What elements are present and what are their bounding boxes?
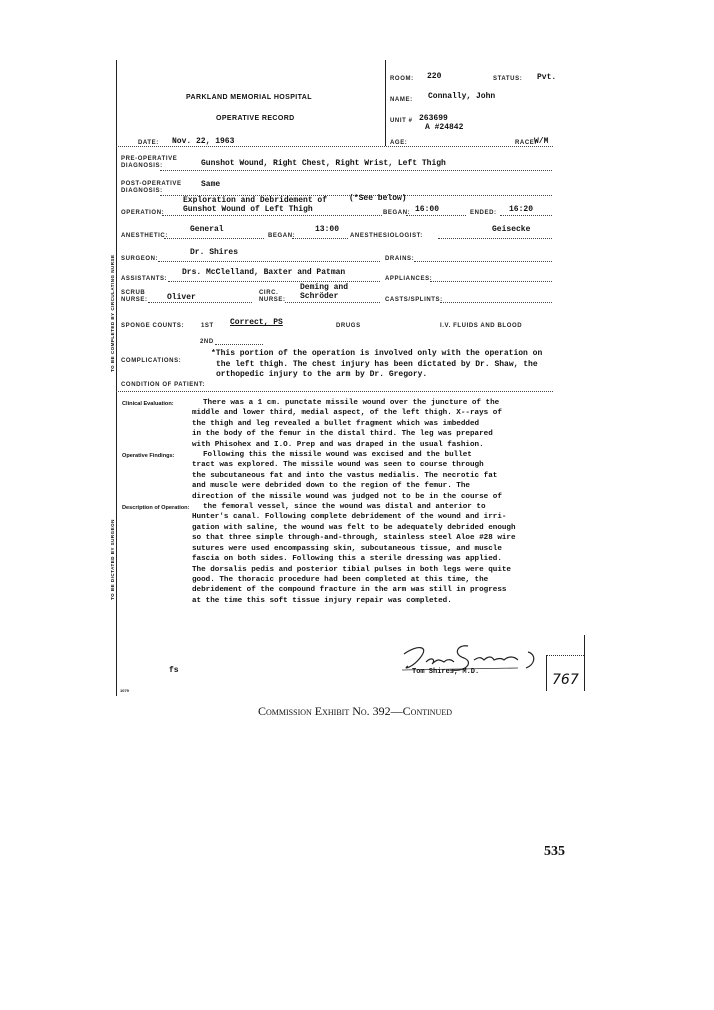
record-type: OPERATIVE RECORD (216, 115, 295, 122)
preop-label-2: DIAGNOSIS: (121, 163, 163, 169)
clinical-evaluation-label: Clinical Evaluation: (122, 401, 174, 407)
anesthesiologist-line (438, 238, 552, 239)
unit-value: 263699 (419, 114, 448, 123)
unit-label: UNIT # (390, 118, 413, 124)
number-box-left (546, 655, 547, 691)
circ-label-2: NURSE: (259, 297, 286, 303)
report-line: middle and lower third, medial aspect, of the left thigh. X--rays of (192, 409, 502, 418)
anesthesiologist-label: ANESTHESIOLOGIST: (350, 233, 423, 239)
surgeon-side-label: TO BE DICTATED BY SURGEON (110, 519, 115, 600)
appliances-line (430, 281, 552, 282)
typist-initials: fs (169, 666, 179, 675)
operation-line (162, 215, 382, 216)
report-line: gation with saline, the wound was felt to be adequately debrided enough (192, 523, 516, 532)
scrub-value: Oliver (167, 293, 196, 302)
operation-value-1: Exploration and Debridement of (183, 196, 328, 205)
handwritten-number: 767 (552, 672, 579, 688)
page-number: 535 (544, 844, 565, 859)
anesthetic-began-value: 13:00 (315, 225, 340, 234)
complications-line: orthopedic injury to the arm by Dr. Gregory. (216, 370, 428, 379)
report-line: so that three simple through-and-through, stainless steel Aloe #28 wire (192, 534, 516, 543)
report-line: The dorsalis pedis and posterior tibial pulses in both legs were quite (192, 565, 511, 574)
report-line: and muscle were debrided down to the region of the femur. The (192, 482, 470, 491)
circ-value-1: Deming and (300, 283, 349, 292)
header-divider (385, 60, 386, 146)
report-line: There was a 1 cm. punctate missile wound over the juncture of the (203, 399, 500, 407)
began-value: 16:00 (415, 205, 440, 214)
began-line (406, 215, 466, 216)
report-line: tract was explored. The missile wound was seen to course through (192, 461, 484, 470)
circ-value-2: Schröder (300, 292, 339, 301)
report-line: sutures were used encompassing skin, subcutaneous tissue, and muscle (192, 544, 502, 553)
signer-name: Tom Shires, M.D. (412, 668, 480, 676)
drains-label: DRAINS: (385, 256, 415, 262)
circ-label: CIRC. (259, 290, 279, 296)
second-count-label: 2ND (200, 339, 214, 345)
postop-label: POST-OPERATIVE (121, 181, 182, 187)
report-line: the subcutaneous fat and into the vastus medialis. The necrotic fat (192, 471, 498, 480)
complications-label: COMPLICATIONS: (121, 358, 182, 364)
section-rule (116, 391, 553, 392)
sponge-label: SPONGE COUNTS: (121, 323, 185, 329)
left-border (116, 60, 117, 696)
casts-line (440, 302, 552, 303)
report-line: in the body of the femur in the distal third. The leg was prepared (192, 430, 493, 439)
ended-line (500, 215, 552, 216)
unit-value-2: A #24842 (425, 123, 464, 132)
report-line: direction of the missile wound was judged not to be in the course of (192, 492, 502, 501)
number-box-top (546, 655, 584, 656)
anesthetic-began-label: BEGAN: (268, 233, 296, 239)
room-value: 220 (427, 72, 442, 81)
ended-value: 16:20 (509, 205, 534, 214)
room-label: ROOM: (390, 76, 414, 82)
exhibit-caption: Commission Exhibit No. 392—Continued (258, 704, 452, 718)
status-value: Pvt. (537, 73, 557, 82)
surgeon-value: Dr. Shires (190, 248, 239, 257)
report-line: the femoral vessel, since the wound was distal and anterior to (203, 503, 486, 512)
anesthetic-value: General (190, 225, 224, 234)
name-value: Connally, John (428, 92, 496, 101)
preop-label: PRE-OPERATIVE (121, 156, 178, 162)
number-box-right (584, 635, 585, 691)
report-text (192, 398, 516, 606)
age-label: AGE: (390, 140, 408, 146)
report-line: fascia on both sides. Following this a sterile dressing was applied. (192, 555, 502, 564)
report-line: at the time this soft tissue injury repair was completed. (192, 596, 452, 605)
name-label: NAME: (390, 97, 413, 103)
ended-label: ENDED: (470, 210, 497, 216)
began-label: BEGAN: (383, 210, 411, 216)
assistants-label: ASSISTANTS: (121, 276, 168, 282)
operative-findings-label: Operative Findings: (122, 453, 175, 459)
status-label: STATUS: (493, 76, 523, 82)
preop-line (160, 170, 552, 171)
surgeon-label: SURGEON: (121, 256, 159, 262)
scrub-line (148, 302, 252, 303)
date-value: Nov. 22, 1963 (172, 137, 235, 146)
second-count-line (215, 344, 263, 345)
anesthetic-line (164, 238, 264, 239)
circ-line (285, 302, 380, 303)
anesthetic-label: ANESTHETIC: (121, 233, 168, 239)
drains-line (414, 261, 552, 262)
race-label: RACE: (515, 140, 537, 146)
report-line: Following this the missile wound was excised and the bullet (203, 451, 472, 460)
description-label: Description of Operation: (122, 505, 190, 511)
postop-value: Same (201, 180, 221, 189)
first-count-label: 1ST (201, 323, 214, 329)
operation-label: OPERATION: (121, 210, 165, 216)
casts-label: CASTS/SPLINTS: (385, 297, 443, 303)
condition-label: CONDITION OF PATIENT: (121, 382, 206, 388)
date-label: DATE: (138, 140, 159, 146)
appliances-label: APPLIANCES: (385, 276, 433, 282)
scrub-label-2: NURSE: (121, 297, 148, 303)
preop-value: Gunshot Wound, Right Chest, Right Wrist, Left Thigh (201, 159, 446, 168)
surgeon-line (158, 261, 380, 262)
assistants-value: Drs. McClelland, Baxter and Patman (182, 268, 346, 277)
first-count-value: Correct, PS (230, 318, 283, 327)
race-value: W/M (534, 137, 549, 146)
iv-label: I.V. FLUIDS AND BLOOD (440, 323, 523, 329)
report-line: good. The thoracic procedure had been completed at this time, the (192, 575, 489, 584)
complications-line: the left thigh. The chest injury has been dictated by Dr. Shaw, the (216, 360, 538, 369)
report-line: with Phisohex and I.O. Prep and was draped in the usual fashion. (192, 440, 484, 449)
drugs-label: DRUGS (336, 323, 361, 329)
assistants-line (168, 281, 380, 282)
hospital-name: PARKLAND MEMORIAL HOSPITAL (186, 94, 312, 101)
scrub-label: SCRUB (121, 290, 146, 296)
report-line: the thigh and leg revealed a bullet fragment which was imbedded (192, 419, 480, 428)
anesthetic-began-line (292, 238, 348, 239)
form-number: 1079 (120, 688, 129, 693)
report-line: debridement of the compound fracture in the arm was still in progress (192, 586, 507, 595)
complications-line: *This portion of the operation is involved only with the operation on (211, 349, 543, 358)
header-rule (116, 146, 553, 147)
operation-value-2: Gunshot Wound of Left Thigh (183, 205, 313, 214)
operation-note: (*See below) (349, 194, 407, 203)
anesthesiologist-value: Geisecke (492, 225, 531, 234)
report-line: Hunter's canal. Following complete debridement of the wound and irri- (192, 513, 507, 522)
nurse-side-label: TO BE COMPLETED BY CIRCULATING NURSE (110, 254, 115, 372)
postop-label-2: DIAGNOSIS: (121, 188, 163, 194)
